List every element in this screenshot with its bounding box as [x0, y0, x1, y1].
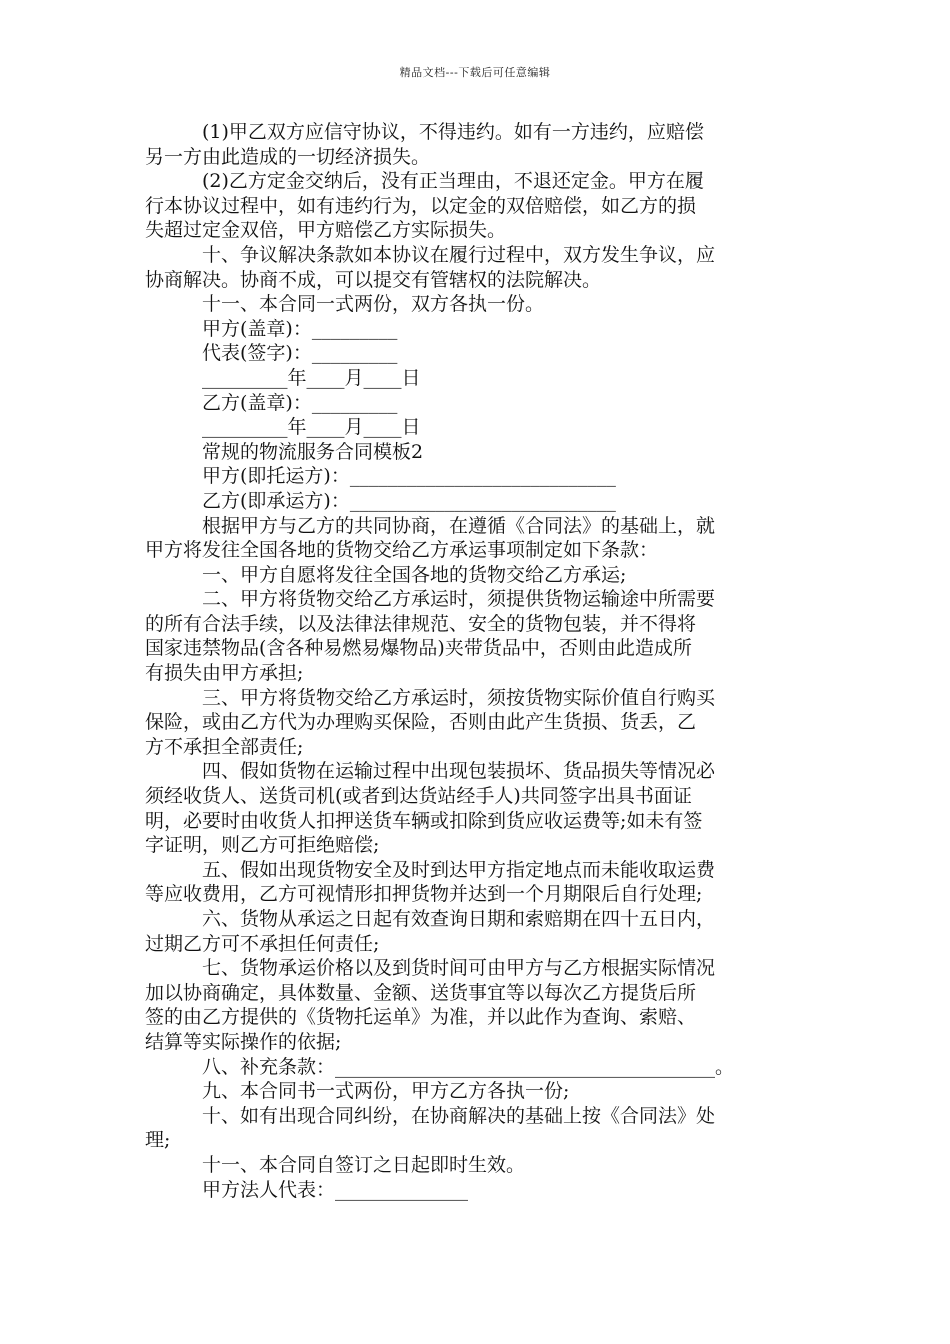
text-line: 九、本合同书一式两份，甲方乙方各执一份; — [202, 1080, 570, 1103]
text-line: 二、甲方将货物交给乙方承运时，须提供货物运输途中所需要 — [202, 588, 716, 611]
text-line: 乙方(盖章)：_________ — [202, 391, 398, 414]
text-line: 等应收费用，乙方可视情形扣押货物并达到一个月期限后自行处理; — [145, 883, 703, 906]
text-line: 另一方由此造成的一切经济损失。 — [145, 145, 431, 168]
text-line: 有损失由甲方承担; — [145, 662, 304, 685]
text-line: 代表(签字)：_________ — [202, 342, 398, 365]
text-line: 一、甲方自愿将发往全国各地的货物交给乙方承运; — [202, 563, 627, 586]
text-line: 理; — [145, 1129, 171, 1152]
text-line: 甲方(即托运方)：____________________________ — [202, 465, 616, 488]
text-line: 十、争议解决条款如本协议在履行过程中，双方发生争议，应 — [202, 243, 716, 266]
text-line: 七、货物承运价格以及到货时间可由甲方与乙方根据实际情况 — [202, 957, 716, 980]
text-line: 十一、本合同一式两份，双方各执一份。 — [202, 293, 545, 316]
text-line: 保险，或由乙方代为办理购买保险，否则由此产生货损、货丢，乙 — [145, 711, 697, 734]
text-line: _________年____月____日 — [202, 366, 421, 389]
text-line: (2)乙方定金交纳后，没有正当理由，不退还定金。甲方在履 — [202, 170, 704, 193]
text-line: 明，必要时由收货人扣押送货车辆或扣除到货应收运费等;如未有签 — [145, 809, 703, 832]
text-line: 甲方将发往全国各地的货物交给乙方承运事项制定如下条款： — [145, 539, 659, 562]
text-line: 十一、本合同自签订之日起即时生效。 — [202, 1153, 526, 1176]
text-line: 行本协议过程中，如有违约行为，以定金的双倍赔偿，如乙方的损 — [145, 194, 697, 217]
text-line: 字证明，则乙方可拒绝赔偿; — [145, 834, 380, 857]
text-line: 方不承担全部责任; — [145, 735, 304, 758]
text-line: 乙方(即承运方)：____________________________ — [202, 489, 616, 512]
text-line: 结算等实际操作的依据; — [145, 1030, 342, 1053]
text-line: 协商解决。协商不成，可以提交有管辖权的法院解决。 — [145, 268, 602, 291]
text-line: _________年____月____日 — [202, 416, 421, 439]
text-line: 国家违禁物品(含各种易燃易爆物品)夹带货品中，否则由此造成所 — [145, 637, 692, 660]
text-line: 须经收货人、送货司机(或者到达货站经手人)共同签字出具书面证 — [145, 785, 692, 808]
text-line: 四、假如货物在运输过程中出现包装损坏、货品损失等情况必 — [202, 760, 716, 783]
text-line: 签的由乙方提供的《货物托运单》为准，并以此作为查询、索赔、 — [145, 1006, 697, 1029]
text-line: 失超过定金双倍，甲方赔偿乙方实际损失。 — [145, 219, 507, 242]
text-line: 加以协商确定，具体数量、金额、送货事宜等以每次乙方提货后所 — [145, 981, 697, 1004]
contract-body — [145, 120, 810, 1202]
text-line: 根据甲方与乙方的共同协商，在遵循《合同法》的基础上，就 — [202, 514, 716, 537]
text-line: 甲方(盖章)：_________ — [202, 317, 398, 340]
text-line: 的所有合法手续，以及法律法律规范、安全的货物包装，并不得将 — [145, 612, 697, 635]
text-line: 常规的物流服务合同模板2 — [202, 440, 424, 463]
text-line: 六、货物从承运之日起有效查询日期和索赔期在四十五日内， — [202, 908, 716, 930]
text-line: 三、甲方将货物交给乙方承运时，须按货物实际价值自行购买 — [202, 686, 716, 709]
text-line: 甲方法人代表：______________ — [202, 1178, 469, 1201]
text-line: 过期乙方可不承担任何责任; — [145, 932, 380, 955]
text-line: (1)甲乙双方应信守协议，不得违约。如有一方违约，应赔偿 — [202, 121, 704, 143]
text-line: 五、假如出现货物安全及时到达甲方指定地点而未能收取运费 — [202, 858, 716, 881]
text-line: 八、补充条款：________________________________________。 — [202, 1055, 735, 1078]
page-header: 精品文档---下载后可任意编辑 — [399, 66, 551, 79]
text-line: 十、如有出现合同纠纷，在协商解决的基础上按《合同法》处 — [202, 1104, 716, 1127]
